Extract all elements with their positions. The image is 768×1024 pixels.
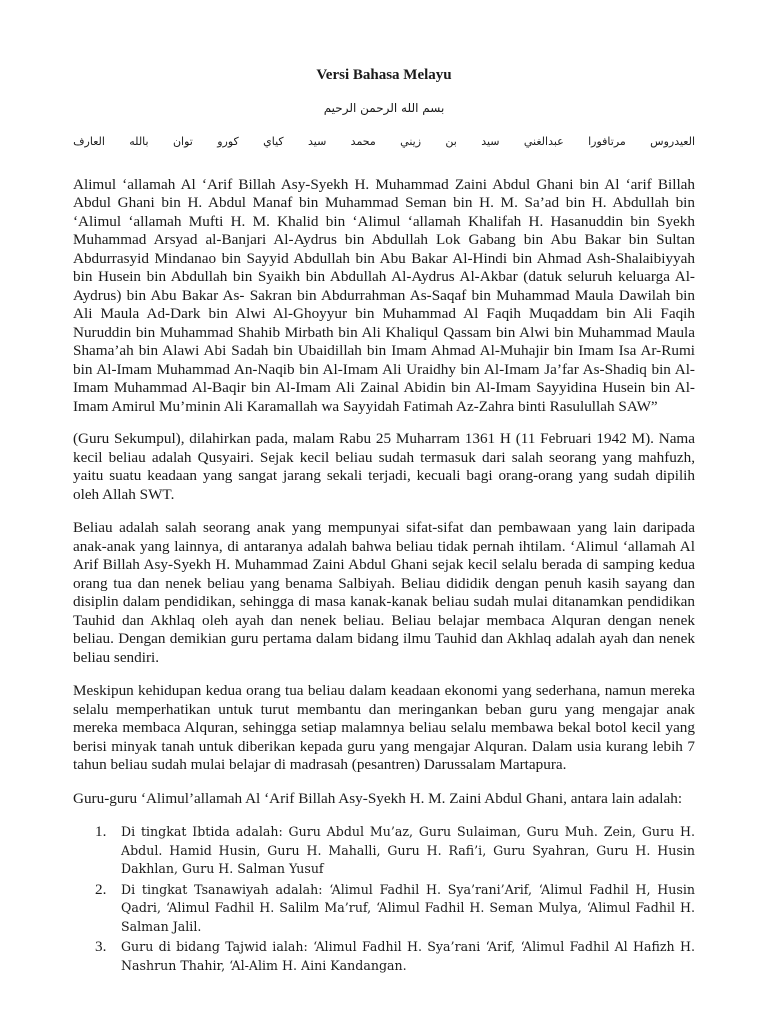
- paragraph-birth: (Guru Sekumpul), dilahirkan pada, malam Rabu 25 Muharram 1361 H (11 Februari 1942 M). Nama kecil beliau adalah Qusyairi. Sejak kecil beliau sudah termasuk dari salah seorang yang mahfuzh, yaitu suatu keadaan yang sangat jarang sekali terjadi, kecuali bagi orang-orang yang sudah dipilih oleh Allah SWT.: [73, 430, 695, 503]
- list-number: 3.: [95, 938, 107, 955]
- paragraph-parents: Meskipun kehidupan kedua orang tua beliau dalam keadaan ekonomi yang sederhana, namun mereka selalu memperhatikan untuk turut membantu dan meringankan beban guru yang mengajar anak mereka membaca Alquran, sehingga setiap malamnya beliau selalu membawa bekal botol kecil yang berisi minyak tanah untuk diberikan kepada guru yang mengajar Alquran. Dalam usia kurang lebih 7 tahun beliau sudah mulai belajar di madrasah (pesantren) Darussalam Martapura.: [73, 682, 695, 773]
- list-number: 1.: [95, 823, 107, 840]
- arabic-word: سيد: [481, 135, 500, 148]
- arabic-word: توان: [172, 135, 193, 148]
- arabic-word: كياي: [263, 135, 284, 148]
- arabic-word: بن: [445, 135, 457, 148]
- arabic-name-line: [73, 133, 695, 152]
- list-item: [73, 823, 695, 879]
- list-text: Di tingkat Tsanawiyah adalah: ‘Alimul Fadhil H. Sya’rani’Arif, ‘Alimul Fadhil H, Husin Qadri, ‘Alimul Fadhil H. Salilm Ma’ruf, ‘Alimul Fadhil H. Seman Mulya, ‘Alimul Fadhil H. Salman Jalil.: [121, 881, 695, 934]
- arabic-word: سيد: [308, 135, 327, 148]
- list-text: Guru di bidang Tajwid ialah: ‘Alimul Fadhil H. Sya’rani ‘Arif, ‘Alimul Fadhil Al Hafizh H. Nashrun Thahir, ‘Al-Alim H. Aini Kandangan.: [121, 939, 695, 973]
- list-text: Di tingkat Ibtida adalah: Guru Abdul Mu’az, Guru Sulaiman, Guru Muh. Zein, Guru H. Abdul. Hamid Husin, Guru H. Mahalli, Guru H. Rafi’i, Guru Syahran, Guru H. Husin Dakhlan, Guru H. Salman Yusuf: [121, 824, 695, 876]
- paragraph-teachers-intro: Guru-guru ‘Alimul’allamah Al ‘Arif Billah Asy-Syekh H. M. Zaini Abdul Ghani, antara lain adalah:: [73, 789, 683, 807]
- basmala-text: بسم الله الرحمن الرحيم: [323, 100, 445, 115]
- arabic-word: بالله: [129, 135, 149, 148]
- teachers-list: [73, 823, 695, 975]
- document-title: Versi Bahasa Melayu: [316, 67, 452, 83]
- list-number: 2.: [95, 880, 107, 898]
- paragraph-lineage: Alimul ‘allamah Al ‘Arif Billah Asy-Syekh H. Muhammad Zaini Abdul Ghani bin Al ‘arif Billah Abdul Ghani bin H. Abdul Manaf bin Muhammad Seman bin H. M. Sa’ad bin H. Abdullah bin ‘Alimul ‘allamah Mufti H. M. Khalid bin ‘Alimul ‘allamah Khalifah H. Hasanuddin bin Syekh Muhammad Arsyad al-Banjari Al-Aydrus bin Abdullah Lok Gabang bin Abu Bakar bin Sultan Abdurrasyid Mindanao bin Sayyid Abdullah bin Abu Bakar Al-Hindi bin Ahmad Ash-Shalaibiyyah bin Husein bin Abdullah bin Syaikh bin Abdullah Al-Aydrus Al-Akbar (datuk seluruh keluarga Al-Aydrus) bin Abu Bakar As- Sakran bin Abdurrahman As-Saqaf bin Muhammad Maula Dawilah bin Ali Maula Ad-Dark bin Alwi Al-Ghoyyur bin Muhammad Al Faqih Muqaddam bin Ali Faqih Nuruddin bin Muhammad Shahib Mirbath bin Ali Khaliqul Qassam bin Alwi bin Muhammad Maula Shama’ah bin Alawi Abi Sadah bin Ubaidillah bin Imam Ahmad Al-Muhajir bin Imam Isa Ar-Rumi bin Al-Imam Muhammad An-Naqib bin Al-Imam Ali Uraidhy bin Al-Imam Ja’far As-Shadiq bin Al-Imam Muhammad Al-Baqir bin Al-Imam Ali Zainal Abidin bin Al-Imam Sayyidina Husein bin Al-Imam Amirul Mu’minin Ali Karamallah wa Sayyidah Fatimah Az-Zahra binti Rasulullah SAW”: [73, 175, 695, 415]
- list-item: [73, 938, 695, 975]
- list-item: [73, 881, 695, 937]
- arabic-word: عبدالغني: [523, 135, 564, 148]
- paragraph-childhood: Beliau adalah salah seorang anak yang mempunyai sifat-sifat dan pembawaan yang lain daripada anak-anak yang lainnya, di antaranya adalah bahwa beliau tidak pernah ihtilam. ‘Alimul ‘allamah Al Arif Billah Asy-Syekh H. Muhammad Zaini Abdul Ghani sejak kecil selalu berada di samping kedua orang tua dan nenek beliau yang benama Salbiyah. Beliau dididik dengan penuh kasih sayang dan disiplin dalam pendidikan, sehingga di masa kanak-kanak beliau sudah mulai ditanamkan pendidikan Tauhid dan Akhlaq oleh ayah dan nenek beliau. Beliau belajar membaca Alquran dengan nenek beliau. Dengan demikian guru pertama dalam bidang ilmu Tauhid dan Akhlaq adalah ayah dan nenek beliau sendiri.: [73, 519, 695, 666]
- arabic-word: كورو: [217, 135, 239, 148]
- arabic-word: العارف: [73, 135, 105, 148]
- arabic-word: محمد: [350, 135, 376, 148]
- arabic-word: زيني: [400, 135, 422, 148]
- arabic-word: مرتافورا: [588, 135, 626, 148]
- arabic-word: العيدروس: [650, 135, 695, 148]
